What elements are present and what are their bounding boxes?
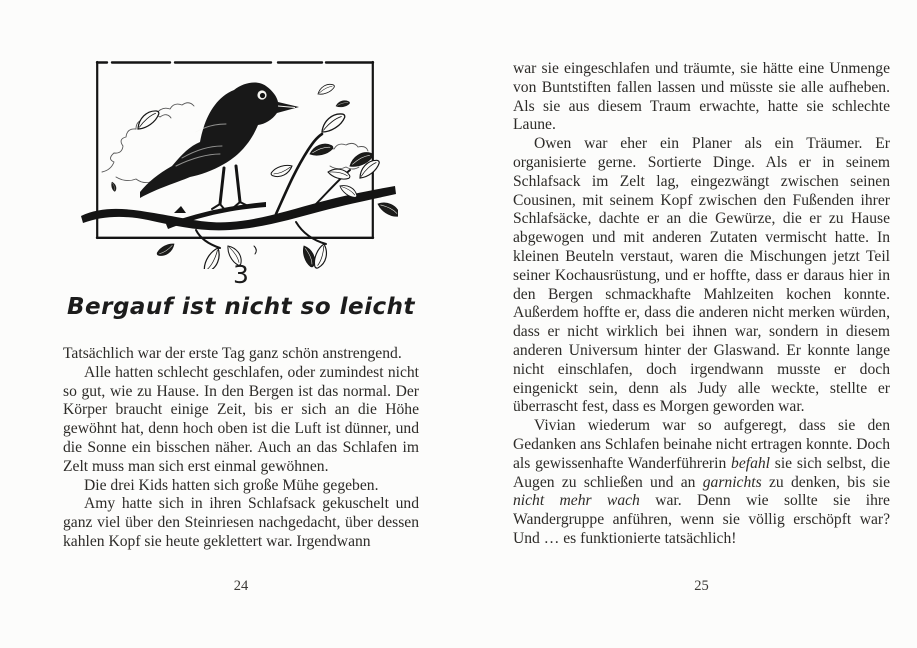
chapter-number: 3 <box>233 260 249 289</box>
branch-leaves <box>156 110 398 269</box>
paragraph: Owen war eher ein Planer als ein Träumer. Er organisierte gerne. Sortierte Dinge. Als er in seinem Schlafsack im Zelt lag, eingezwängt zwischen seinen Cousinen, mit seinem Kopf zwischen den Fußenden ihrer Schlafsäcke, dachte er an die Gewürze, die er zu Hause abgewogen und mit anderen Zutaten vermischt hatte. In kleinen Beuteln verstaut, waren die Mischungen jetzt Teil seiner Kochausrüstung, und er hoffte, dass er daraus hier in den Bergen schmackhafte Mahlzeiten kochen konnte. Außerdem hoffte er, dass die anderen nicht merken würden, dass er nicht wirklich bei ihnen war, sondern in diesem anderen Universum hinter der Glaswand. Er konnte lange nicht einschlafen, doch irgendwann musste er doch eingenickt sein, denn als Judy alle weckte, stellte er überrascht fest, dass es Morgen geworden war. <box>513 135 890 416</box>
paragraph: Die drei Kids hatten sich große Mühe gegeben. <box>84 476 379 494</box>
text-segment: zu denken, bis sie <box>761 473 891 491</box>
bird-on-branch-drawing <box>78 54 398 269</box>
text-segment: sie sich selbst, die Augen zu schließen und an <box>513 454 890 491</box>
bird-illustration <box>78 54 398 269</box>
text-segment-italic: nicht mehr wach <box>513 492 640 510</box>
text-segment-italic: befahl <box>731 454 770 472</box>
blackbird <box>140 83 299 210</box>
paragraph: Amy hatte sich in ihren Schlafsack gekuschelt und ganz viel über den Steinriesen nachgedacht, über dessen kahlen Kopf sie heute geklettert war. Irgendwann <box>63 495 419 550</box>
text-segment: Vivian wiederum war so aufgeregt, dass sie den Gedanken ans Schlafen beinahe nicht ertragen konnte. Doch als gewissenhafte Wanderführerin <box>513 417 890 472</box>
page-number-left: 24 <box>233 578 249 594</box>
paragraph: Alle hatten schlecht geschlafen, oder zumindest nicht so gut, wie zu Hause. In den Bergen ist das normal. Der Körper braucht einige Zeit, bis er sich an die Höhe gewöhnt hat, denn hoch oben ist die Luft ist dünner, und die Sonne ein bisschen näher. Auch an das Schlafen im Zelt muss man sich erst einmal gewöhnen. <box>63 363 419 475</box>
text-segment-italic: garnichts <box>702 473 762 491</box>
chapter-title: Bergauf ist nicht so leicht <box>66 294 416 320</box>
page-number-right: 25 <box>694 578 709 594</box>
text-segment: war. Denn wie sollte sie ihre Wandergruppe anführen, wenn sie völlig erschöpft war? Und … es funktionierte tatsächlich! <box>513 492 890 547</box>
right-page-text <box>513 60 890 549</box>
paragraph: war sie eingeschlafen und träumte, sie hätte eine Unmenge von Buntstiften fallen lassen und müsste sie alle aufheben. Als sie aus diesem Traum erwachte, hatte sie schlechte Laune. <box>513 60 890 134</box>
bird-legs <box>212 166 248 210</box>
paragraph: Tatsächlich war der erste Tag ganz schön anstrengend. <box>63 345 402 362</box>
paragraph <box>513 417 890 549</box>
left-page-text <box>63 345 419 552</box>
